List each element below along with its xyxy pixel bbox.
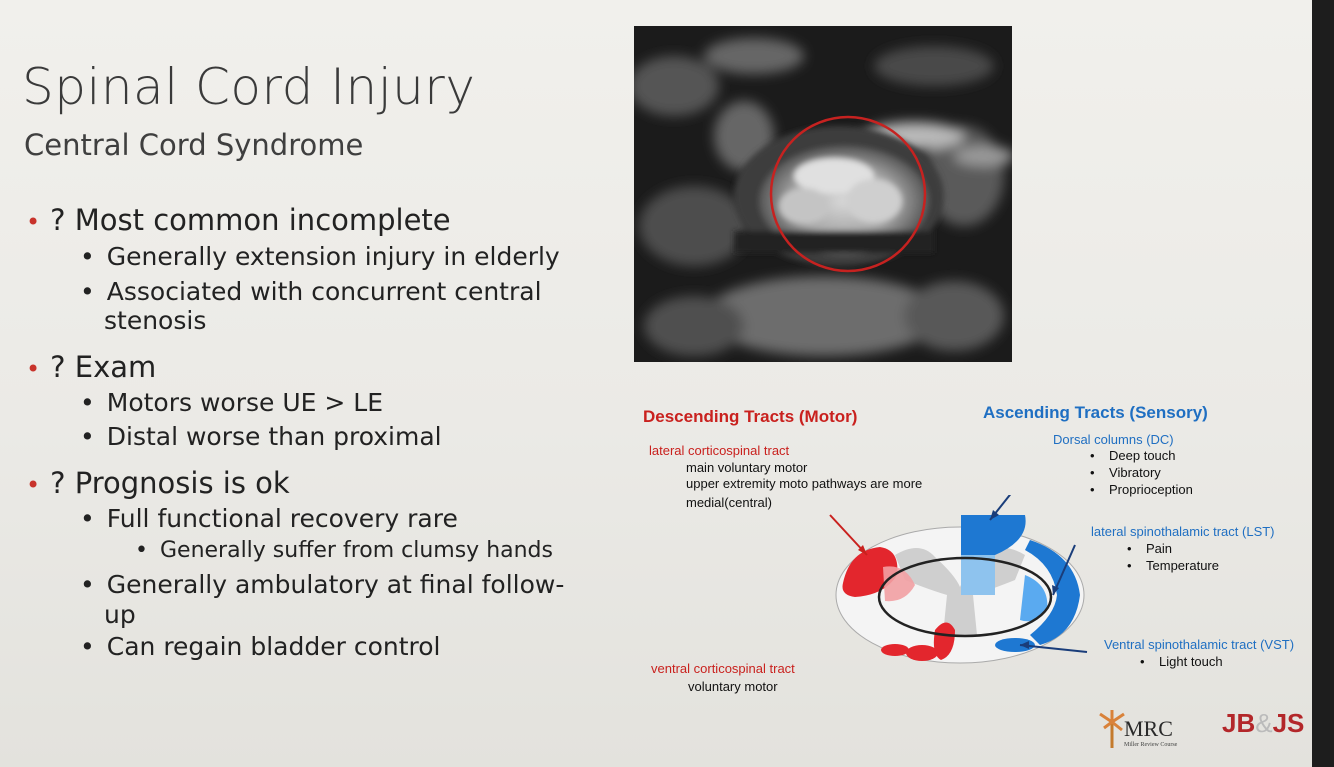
bullet-text: Can regain bladder control bbox=[106, 632, 441, 661]
bullet-dot: • bbox=[26, 471, 41, 499]
ascending-tracts-title: Ascending Tracts (Sensory) bbox=[983, 403, 1208, 422]
lct-label: lateral corticospinal tract bbox=[649, 443, 790, 458]
jbjs-logo bbox=[1222, 708, 1304, 739]
dc-item bbox=[1090, 465, 1161, 480]
dc-item-dot: • bbox=[1090, 482, 1095, 497]
bullet-dot: • bbox=[80, 632, 95, 661]
bullet-text: Generally suffer from clumsy hands bbox=[159, 538, 553, 563]
bullet-dot: • bbox=[80, 277, 95, 306]
lst-item bbox=[1127, 541, 1172, 556]
dc-item-text: Deep touch bbox=[1109, 448, 1176, 463]
dc-item bbox=[1090, 482, 1193, 497]
spinal-cord-diagram bbox=[825, 495, 1095, 679]
bullet-distal-worse bbox=[80, 422, 442, 451]
dc-item-dot: • bbox=[1090, 465, 1095, 480]
lst-item-text: Temperature bbox=[1146, 558, 1219, 573]
bullet-clumsy-hands bbox=[135, 538, 553, 563]
bullet-dot: • bbox=[80, 570, 95, 599]
bullet-dot: • bbox=[26, 208, 41, 236]
bullet-dot: • bbox=[80, 388, 95, 417]
dc-item-text: Proprioception bbox=[1109, 482, 1193, 497]
bullet-text: Distal worse than proximal bbox=[106, 422, 442, 451]
bullet-text: Associated with concurrent central bbox=[106, 277, 542, 306]
bullet-text: Full functional recovery rare bbox=[106, 504, 458, 533]
jbjs-left: JB bbox=[1222, 708, 1256, 738]
bullet-dot: • bbox=[26, 355, 41, 383]
lct-line: upper extremity moto pathways are more bbox=[686, 476, 923, 491]
vst-item bbox=[1140, 654, 1223, 669]
mrc-logo-text: MRC bbox=[1124, 716, 1173, 741]
lst-item-text: Pain bbox=[1146, 541, 1173, 556]
bullet-extension-injury bbox=[80, 242, 560, 271]
lst-item-dot: • bbox=[1127, 541, 1132, 556]
vst-item-text: Light touch bbox=[1159, 654, 1223, 669]
bullet-most-common bbox=[26, 203, 451, 237]
bullet-text: ? Prognosis is ok bbox=[50, 466, 290, 500]
bullet-bladder bbox=[80, 632, 441, 661]
lct-line: medial(central) bbox=[686, 495, 772, 510]
bullet-dot: • bbox=[80, 504, 95, 533]
bullet-full-recovery bbox=[80, 504, 458, 533]
bullet-motors-worse bbox=[80, 388, 383, 417]
vst-label: Ventral spinothalamic tract (VST) bbox=[1104, 637, 1295, 652]
bullet-text: ? Exam bbox=[50, 350, 157, 384]
bullet-continuation: stenosis bbox=[104, 306, 207, 335]
dc-item bbox=[1090, 448, 1176, 463]
bullet-text: Motors worse UE > LE bbox=[106, 388, 383, 417]
vct-line: voluntary motor bbox=[688, 679, 778, 694]
bullet-text: Generally ambulatory at final follow- bbox=[106, 570, 565, 599]
bullet-dot: • bbox=[135, 538, 148, 563]
dc-label: Dorsal columns (DC) bbox=[1053, 432, 1174, 447]
jbjs-amp: & bbox=[1255, 708, 1273, 738]
lst-item bbox=[1127, 558, 1219, 573]
bullet-dot: • bbox=[80, 242, 95, 271]
bullet-text: Generally extension injury in elderly bbox=[106, 242, 560, 271]
bullet-central-stenosis bbox=[80, 277, 542, 306]
lct-line: main voluntary motor bbox=[686, 460, 808, 475]
lst-item-dot: • bbox=[1127, 558, 1132, 573]
mrc-logo-subtext: Miller Review Course bbox=[1124, 742, 1178, 748]
bullet-prognosis bbox=[26, 466, 290, 500]
lst-label: lateral spinothalamic tract (LST) bbox=[1091, 524, 1275, 539]
vct-label: ventral corticospinal tract bbox=[651, 661, 795, 676]
bullet-dot: • bbox=[80, 422, 95, 451]
bullet-continuation: up bbox=[104, 600, 136, 629]
jbjs-right: JS bbox=[1272, 708, 1305, 738]
descending-tracts-title: Descending Tracts (Motor) bbox=[643, 407, 858, 426]
slide-subtitle: Central Cord Syndrome bbox=[24, 128, 364, 162]
vct-small-region bbox=[906, 645, 938, 661]
slide-title: Spinal Cord Injury bbox=[22, 58, 476, 116]
bullet-exam bbox=[26, 350, 156, 384]
dc-item-dot: • bbox=[1090, 448, 1095, 463]
dc-item-text: Vibratory bbox=[1109, 465, 1161, 480]
bullet-text: ? Most common incomplete bbox=[50, 203, 451, 237]
vst-item-dot: • bbox=[1140, 654, 1145, 669]
mri-axial-image bbox=[634, 26, 1012, 362]
bullet-ambulatory bbox=[80, 570, 564, 599]
mrc-logo bbox=[1098, 708, 1210, 754]
